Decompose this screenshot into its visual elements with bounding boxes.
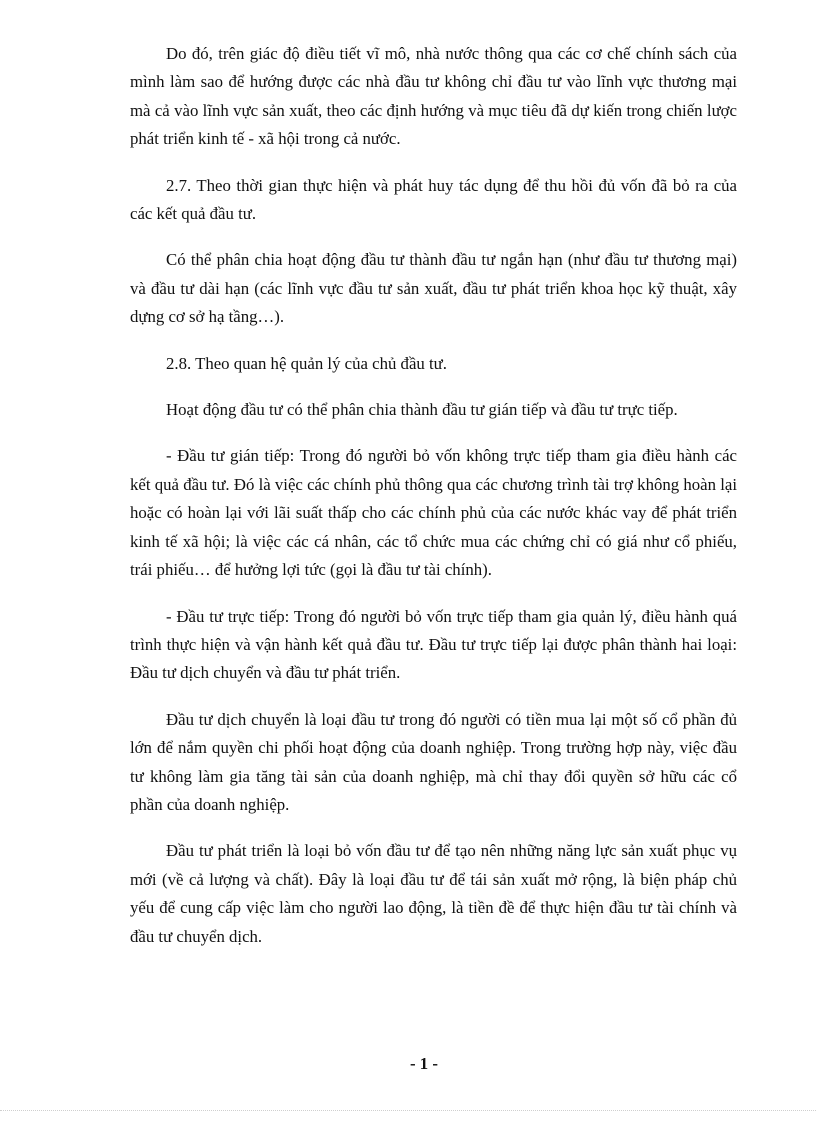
paragraph-transfer-investment: Đầu tư dịch chuyển là loại đầu tư trong đó người có tiền mua lại một số cổ phần đủ lớn để nắm quyền chi phối hoạt động của doanh nghiệp. Trong trường hợp này, việc đầu tư không làm gia tăng tài sản của doanh nghiệp, mà chỉ thay đổi quyền sở hữu các cổ phần của doanh nghiệp. <box>130 709 737 814</box>
page-number: - 1 - <box>410 1054 438 1073</box>
paragraph-development-investment: Đầu tư phát triển là loại bỏ vốn đầu tư để tạo nên những năng lực sản xuất phục vụ mới (về cả lượng và chất). Đây là loại đầu tư để tái sản xuất mở rộng, là biện pháp chủ yếu để cung cấp việc làm cho người lao động, là tiền đề để thực hiện đầu tư tài chính và đầu tư chuyển dịch. <box>130 841 737 946</box>
document-page <box>130 40 737 951</box>
page-bottom-divider <box>0 1110 816 1111</box>
paragraph-direct-indirect: Hoạt động đầu tư có thể phân chia thành đầu tư gián tiếp và đầu tư trực tiếp. <box>166 400 678 420</box>
paragraph-direct-investment: - Đầu tư trực tiếp: Trong đó người bỏ vốn trực tiếp tham gia quản lý, điều hành quá trình thực hiện và vận hành kết quả đầu tư. Đầu tư trực tiếp lại được phân thành hai loại: Đầu tư dịch chuyển và đầu tư phát triển. <box>130 606 737 683</box>
heading-2-8: 2.8. Theo quan hệ quản lý của chủ đầu tư. <box>166 353 447 373</box>
paragraph-macro-regulation: Do đó, trên giác độ điều tiết vĩ mô, nhà nước thông qua các cơ chế chính sách của mình làm sao để hướng được các nhà đầu tư không chỉ đầu tư vào lĩnh vực thương mại mà cả vào lĩnh vực sản xuất, theo các định hướng và mục tiêu đã dự kiến trong chiến lược phát triển kinh tế - xã hội trong cả nước. <box>130 44 737 149</box>
heading-2-7: 2.7. Theo thời gian thực hiện và phát huy tác dụng để thu hồi đủ vốn đã bỏ ra của các kết quả đầu tư. <box>130 175 737 224</box>
paragraph-indirect-investment: - Đầu tư gián tiếp: Trong đó người bỏ vốn không trực tiếp tham gia điều hành các kết quả đầu tư. Đó là việc các chính phủ thông qua các chương trình tài trợ không hoàn lại hoặc có hoàn lại với lãi suất thấp cho các chính phủ của các nước khác vay để phát triển kinh tế xã hội; là việc các cá nhân, các tổ chức mua các chứng chỉ có giá như cổ phiếu, trái phiếu… để hưởng lợi tức (gọi là đầu tư tài chính). <box>130 446 737 580</box>
paragraph-short-long-term: Có thể phân chia hoạt động đầu tư thành đầu tư ngắn hạn (như đầu tư thương mại) và đầu tư dài hạn (các lĩnh vực đầu tư sản xuất, đầu tư phát triển khoa học kỹ thuật, xây dựng cơ sở hạ tầng…). <box>130 250 737 327</box>
